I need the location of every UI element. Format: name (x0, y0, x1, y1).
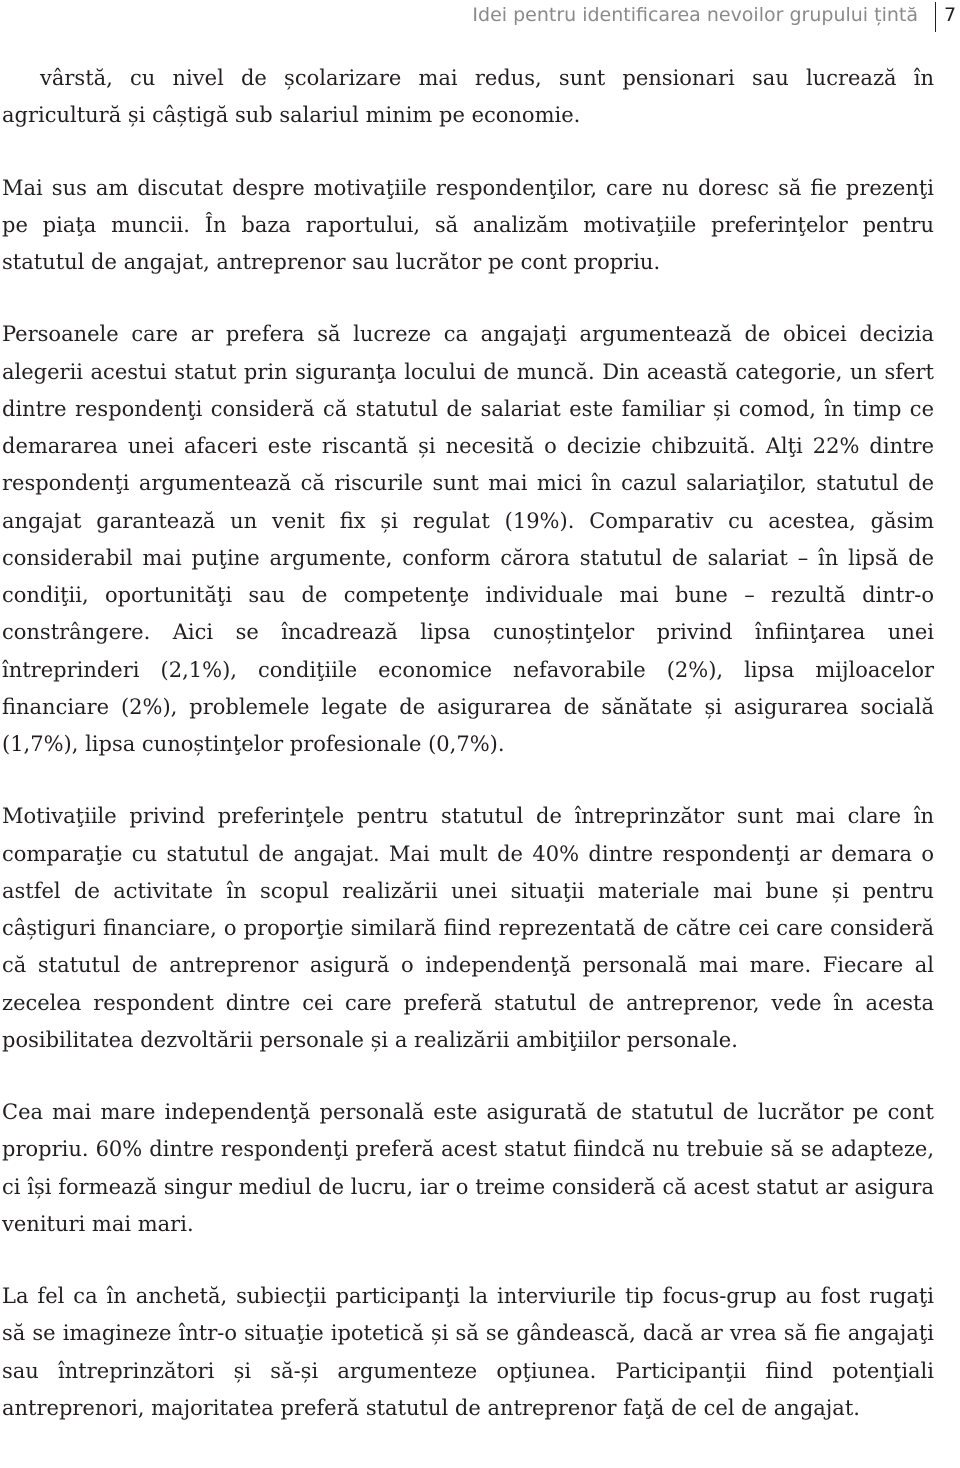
body-text (2, 60, 934, 1427)
paragraph: Motivaţiile privind preferinţele pentru statutul de întreprinzător sunt mai clare în comparaţie cu statutul de angajat. Mai mult de 40% dintre respondenţi ar demara o astfel de activitate în scopul realizării unei situaţii materiale mai bune și pentru câștiguri financiare, o proporţie similară fiind reprezentată de către cei care consideră că statutul de antreprenor asigură o independenţă personală mai mare. Fiecare al zecelea respondent dintre cei care preferă statutul de antreprenor, vede în acesta posibilitatea dezvoltării personale și a realizării ambiţiilor personale. (2, 804, 934, 1052)
header-divider (935, 2, 936, 32)
paragraph: Persoanele care ar prefera să lucreze ca angajaţi argumentează de obicei decizia alegerii acestui statut prin siguranţa locului de muncă. Din această categorie, un sfert dintre respondenţi consideră că statutul de salariat este familiar și comod, în timp ce demararea unei afaceri este riscantă și necesită o decizie chibzuită. Alţi 22% dintre respondenţi argumentează că riscurile sunt mai mici în cazul salariaţilor, statutul de angajat garantează un venit fix și regulat (19%). Comparativ cu acestea, găsim considerabil mai puţine argumente, conform cărora statutul de salariat – în lipsă de condiţii, oportunităţi sau de competenţe individuale mai bune – rezultă dintr-o constrângere. Aici se încadrează lipsa cunoștinţelor privind înfiinţarea unei întreprinderi (2,1%), condiţiile economice nefavorabile (2%), lipsa mijloacelor financiare (2%), problemele legate de asigurarea de sănătate și asigurarea socială (1,7%), lipsa cunoștinţelor profesionale (0,7%). (2, 322, 934, 756)
paragraph: Cea mai mare independenţă personală este asigurată de statutul de lucrător pe cont propriu. 60% dintre respondenţi preferă acest statut fiindcă nu trebuie să se adapteze, ci își formează singur mediul de lucru, iar o treime consideră că acest statut ar asigura venituri mai mari. (2, 1100, 934, 1236)
paragraph-continuation: vârstă, cu nivel de școlarizare mai redus, sunt pensionari sau lucrează în agricultură și câștigă sub salariul minim pe economie. (2, 66, 934, 128)
page-number: 7 (944, 4, 957, 26)
paragraph: La fel ca în anchetă, subiecţii participanţi la interviurile tip focus-grup au fost rugaţi să se imagineze într-o situaţie ipotetică și să se gândească, dacă ar vrea să fie angajaţi sau întreprinzători și să-și argumenteze opţiunea. Participanţii fiind potenţiali antreprenori, majoritatea preferă statutul de antreprenor faţă de cel de angajat. (2, 1284, 934, 1420)
paragraph: Mai sus am discutat despre motivaţiile respondenţilor, care nu doresc să fie prezenţi pe piaţa muncii. În baza raportului, să analizăm motivaţiile preferinţelor pentru statutul de angajat, antreprenor sau lucrător pe cont propriu. (2, 175, 934, 274)
running-header-title: Idei pentru identificarea nevoilor grupului țintă (472, 4, 918, 26)
running-header (0, 0, 960, 34)
